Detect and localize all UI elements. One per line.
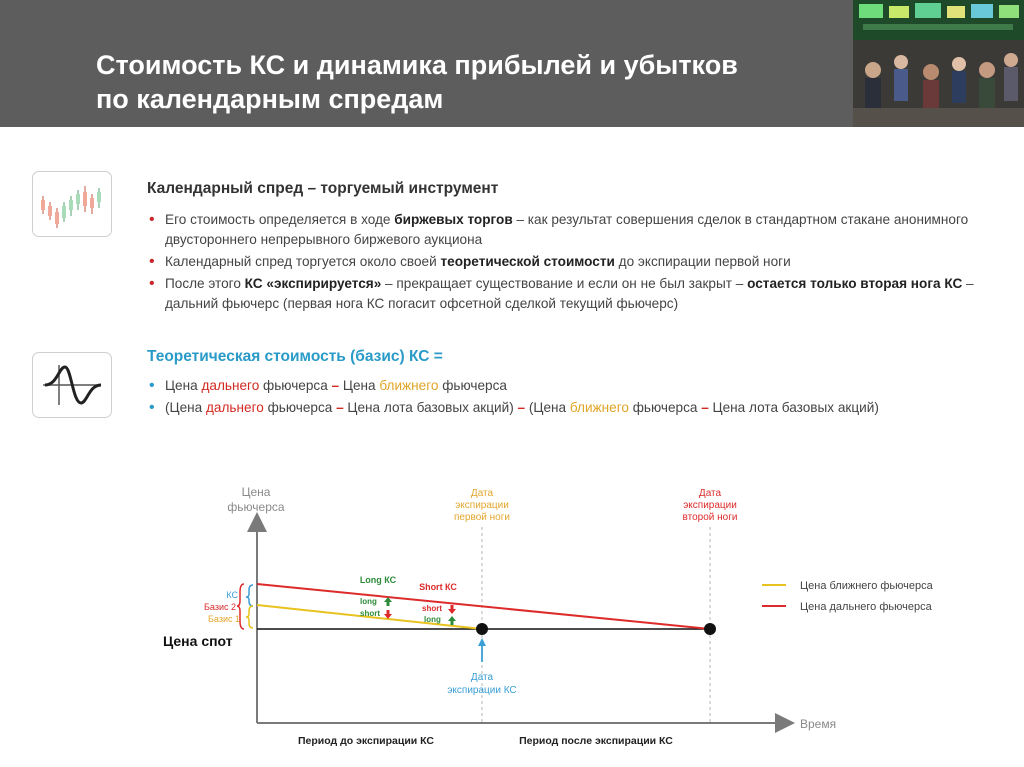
long-ks-short-label: short: [360, 609, 380, 618]
basis1-label: Базис 1: [208, 614, 240, 624]
far-futures-line: [257, 584, 710, 629]
ks-expiration-arrowhead: [478, 638, 486, 646]
x-axis-label: Время: [800, 717, 837, 731]
y-axis-label-line2: фьючерса: [227, 500, 285, 514]
bullet-expiration: • После этого КС «экспирируется» – прекращает существование и если он не был закрыт – остается только вторая нога КС – дальний фьючерс (первая нога КС погасит офсетной сделкой текущий фьючерс): [147, 274, 977, 314]
spot-price-label: Цена спот: [163, 633, 233, 649]
exp2-label-line2: экспирации: [683, 500, 737, 511]
title-line-1: Стоимость КС и динамика прибылей и убытков: [96, 50, 738, 80]
basis1-brace: [246, 606, 253, 628]
section2-title: Теоретическая стоимость (базис) КС =: [147, 348, 443, 365]
ks-expiration-label-line2: экспирации КС: [447, 685, 517, 696]
exp1-point: [476, 623, 488, 635]
short-ks-down-arrow: [448, 605, 456, 614]
long-ks-long-label: long: [360, 597, 377, 606]
y-axis-label-line1: Цена: [241, 485, 271, 499]
exp1-label-line2: экспирации: [455, 500, 509, 511]
long-ks-label: Long КС: [359, 575, 397, 585]
section1-title: Календарный спред – торгуемый инструмент: [147, 180, 499, 197]
long-ks-down-arrow: [384, 610, 392, 619]
formula-1: • Цена дальнего фьючерса – Цена ближнего фьючерса: [147, 376, 1007, 396]
basis2-label: Базис 2: [204, 602, 236, 612]
ks-brace: [246, 585, 253, 606]
bullet-theoretical-value: • Календарный спред торгуется около своей теоретической стоимости до экспирации первой ноги: [147, 252, 977, 272]
title-line-2: по календарным спредам: [96, 84, 444, 114]
short-ks-long-label: long: [424, 615, 441, 624]
short-ks-up-arrow: [448, 616, 456, 625]
exp2-label-line3: второй ноги: [682, 512, 738, 523]
bullet-exchange-trading: • Его стоимость определяется в ходе биржевых торгов – как результат совершения сделок в стандартном стакане анонимного двустороннего непрерывного биржевого аукциона: [147, 210, 977, 250]
formula-2: • (Цена дальнего фьючерса – Цена лота базовых акций) – (Цена ближнего фьючерса – Цена лота базовых акций): [147, 398, 1007, 418]
period-before-label: Период до экспирации КС: [297, 735, 435, 747]
exp2-point: [704, 623, 716, 635]
exp2-label-line1: Дата: [698, 488, 722, 499]
short-ks-short-label: short: [422, 604, 442, 613]
long-ks-up-arrow: [384, 597, 392, 606]
short-ks-label: Short КС: [419, 582, 457, 592]
ks-expiration-label-line1: Дата: [470, 672, 494, 683]
ks-label: КС: [226, 590, 238, 600]
legend-far-label: Цена дальнего фьючерса: [800, 601, 932, 613]
legend-near-label: Цена ближнего фьючерса: [800, 580, 933, 592]
exp1-label-line1: Дата: [470, 488, 494, 499]
period-after-label: Период после экспирации КС: [519, 735, 673, 747]
exp1-label-line3: первой ноги: [454, 512, 510, 523]
